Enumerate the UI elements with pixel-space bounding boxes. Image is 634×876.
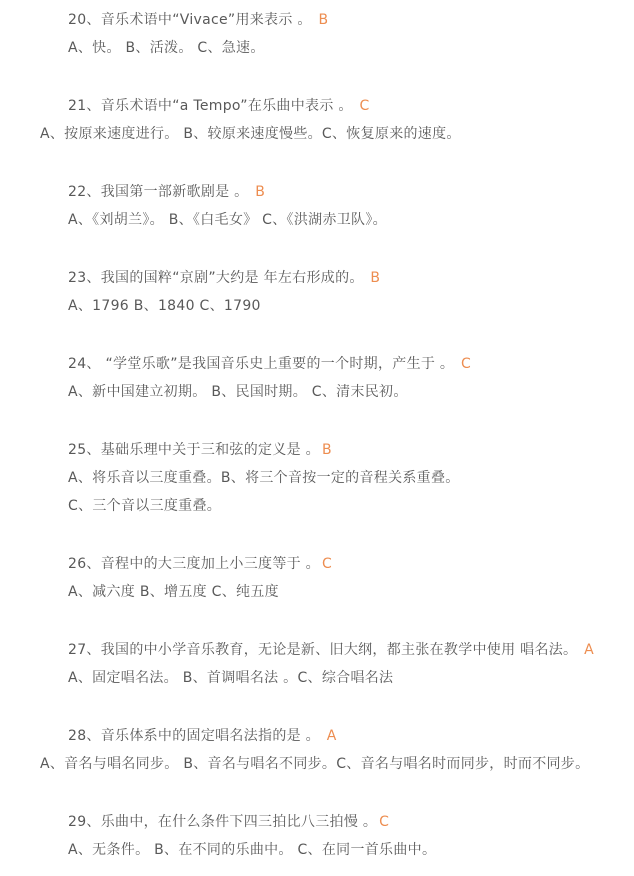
question-block <box>40 722 616 778</box>
options-line: A、《刘胡兰》。 B、《白毛女》 C、《洪湖赤卫队》。 <box>68 212 387 228</box>
question-line <box>40 436 616 464</box>
question-block <box>40 636 616 692</box>
question-line <box>40 92 616 120</box>
answer-letter: A <box>326 728 337 744</box>
question-text: 28、音乐体系中的固定唱名法指的是 。 <box>68 728 325 744</box>
options-line: A、无条件。 B、在不同的乐曲中。 C、在同一首乐曲中。 <box>68 842 437 858</box>
question-block <box>40 6 616 62</box>
answer-letter: B <box>321 442 332 458</box>
answer-letter: C <box>359 98 370 114</box>
question-text: 22、我国第一部新歌剧是 。 <box>68 184 254 200</box>
question-line <box>40 636 616 664</box>
answer-letter: C <box>460 356 472 372</box>
question-text: 26、音程中的大三度加上小三度等于 。 <box>68 556 320 572</box>
question-line <box>40 808 616 836</box>
question-text: 21、音乐术语中“a Tempo”在乐曲中表示 。 <box>68 98 358 114</box>
options-line: A、音名与唱名同步。 B、音名与唱名不同步。C、音名与唱名时而同步，时而不同步。 <box>40 756 590 772</box>
options-line: A、1796 B、1840 C、1790 <box>68 298 261 314</box>
question-text: 25、基础乐理中关于三和弦的定义是 。 <box>68 442 320 458</box>
question-text: 29、乐曲中，在什么条件下四三拍比八三拍慢 。 <box>68 814 378 830</box>
question-text: 24、 “学堂乐歌”是我国音乐史上重要的一个时期，产生于 。 <box>68 356 459 372</box>
answer-letter: B <box>318 12 329 28</box>
question-line <box>40 722 616 750</box>
answer-letter: B <box>255 184 266 200</box>
question-line <box>40 6 616 34</box>
question-line <box>40 178 616 206</box>
question-block <box>40 436 616 520</box>
options-line: C、三个音以三度重叠。 <box>68 498 222 514</box>
question-block <box>40 178 616 234</box>
question-block <box>40 808 616 864</box>
answer-letter: A <box>584 642 595 658</box>
question-block <box>40 350 616 406</box>
question-text: 27、我国的中小学音乐教育，无论是新、旧大纲，都主张在教学中使用 唱名法。 <box>68 642 583 658</box>
question-text: 20、音乐术语中“Vivace”用来表示 。 <box>68 12 317 28</box>
options-line: A、按原来速度进行。 B、较原来速度慢些。C、恢复原来的速度。 <box>40 126 461 142</box>
options-line: A、将乐音以三度重叠。B、将三个音按一定的音程关系重叠。 <box>68 470 460 486</box>
question-block <box>40 264 616 320</box>
question-line <box>40 350 616 378</box>
options-line: A、固定唱名法。 B、首调唱名法 。C、综合唱名法 <box>68 670 394 686</box>
options-line: A、新中国建立初期。 B、民国时期。 C、清末民初。 <box>68 384 408 400</box>
question-block <box>40 92 616 148</box>
question-line <box>40 550 616 578</box>
options-line: A、减六度 B、增五度 C、纯五度 <box>68 584 279 600</box>
question-line <box>40 264 616 292</box>
answer-letter: B <box>370 270 381 286</box>
answer-letter: C <box>379 814 390 830</box>
answer-letter: C <box>321 556 333 572</box>
options-line: A、快。 B、活泼。 C、急速。 <box>68 40 265 56</box>
question-block <box>40 550 616 606</box>
question-text: 23、我国的国粹“京剧”大约是 年左右形成的。 <box>68 270 369 286</box>
